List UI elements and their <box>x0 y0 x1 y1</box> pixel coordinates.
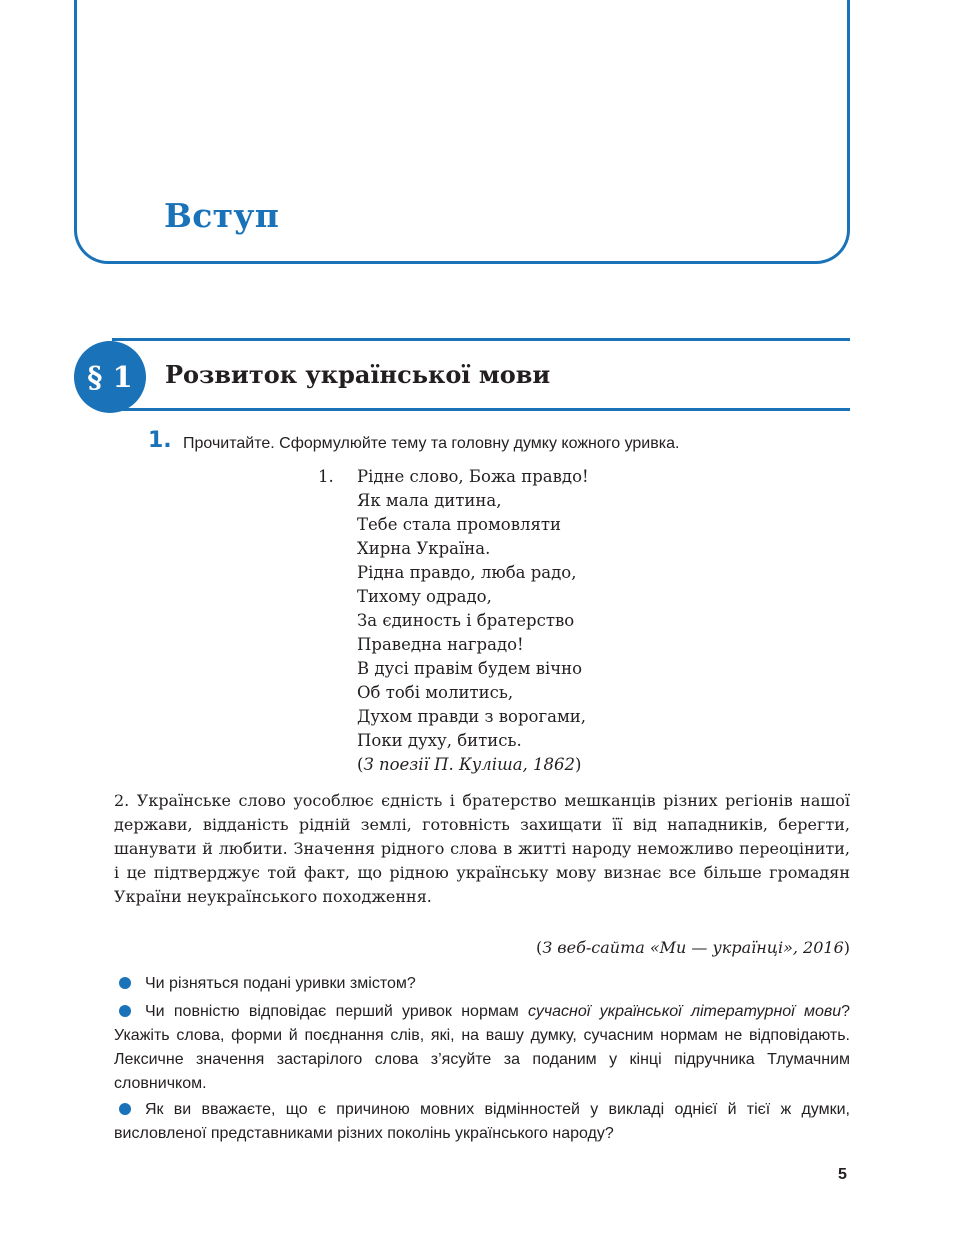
bullet-icon <box>119 1005 131 1017</box>
section-number-badge: § 1 <box>74 341 146 413</box>
excerpt-1-source: (З поезії П. Куліша, 1862) <box>357 755 582 774</box>
bullet-icon <box>119 977 131 989</box>
poem-line: Тихому одрадо, <box>357 587 492 606</box>
poem-line: Хирна Україна. <box>357 539 491 558</box>
intro-title: Вступ <box>164 196 280 235</box>
poem-line: Як мала дитина, <box>357 491 502 510</box>
poem-line: Об тобі молитись, <box>357 683 514 702</box>
page-number: 5 <box>838 1166 847 1183</box>
excerpt-1-source-text: З поезії П. Куліша, 1862 <box>363 755 576 774</box>
section-rule-top <box>112 338 850 341</box>
poem-line: Духом правди з ворогами, <box>357 707 587 726</box>
excerpt-2 <box>114 789 850 909</box>
section-rule-bottom <box>112 408 850 411</box>
question-3-text: Як ви вважаєте, що є причиною мовних відмінностей у викладі однієї й тієї ж думки, висловленої представниками різних поколінь українського народу? <box>114 1101 850 1142</box>
excerpt-1-number: 1. <box>318 467 334 486</box>
excerpt-2-source-text: З веб-сайта «Ми — українці», 2016 <box>542 938 844 957</box>
bullet-icon <box>119 1103 131 1115</box>
poem-line: За єдиность і братерство <box>357 611 575 630</box>
poem-line: В дусі правім будем вічно <box>357 659 583 678</box>
excerpt-2-source: (З веб-сайта «Ми — українці», 2016) <box>536 938 850 957</box>
task-number: 1. <box>148 428 172 453</box>
poem-line: Праведна наградо! <box>357 635 524 654</box>
question-2-emphasis: сучасної української літературної мови <box>528 1003 842 1020</box>
section-title: Розвиток української мови <box>165 360 551 389</box>
poem-line: Рідна правдо, люба радо, <box>357 563 577 582</box>
question-2-text-end: ? Укажіть слова, форми й поєднання слів, які, на вашу думку, сучасним нормам не відповідають. Лексичне значення застарілого слова з’ясуйте за поданим у кінці підручника Тлумачним словничком. <box>114 1003 851 1092</box>
poem-lines <box>357 465 589 777</box>
poem-line: Рідне слово, Божа правдо! <box>357 467 589 486</box>
task-instruction: Прочитайте. Сформулюйте тему та головну думку кожного уривка. <box>183 435 680 452</box>
question-1-text: Чи різняться подані уривки змістом? <box>145 975 416 992</box>
poem-line: Поки духу, битись. <box>357 731 522 750</box>
excerpt-2-text: Українське слово уособлює єдність і братерство мешканців різних регіонів нашої держави, відданість рідній землі, готовність захищати її від нападників, берегти, шанувати й любити. Значення рідного слова в житті народу неможливо переоцінити, і це підтверджує той факт, що рідною українську мову визнає все більше громадян України неукраїнського походження. <box>114 791 850 906</box>
excerpt-2-number: 2. <box>114 791 130 810</box>
question-2 <box>114 1000 850 1096</box>
poem-line: Тебе стала промовляти <box>357 515 562 534</box>
question-1 <box>114 972 850 996</box>
question-3 <box>114 1098 850 1146</box>
question-2-text-start: Чи повністю відповідає перший уривок нормам <box>145 1003 529 1020</box>
